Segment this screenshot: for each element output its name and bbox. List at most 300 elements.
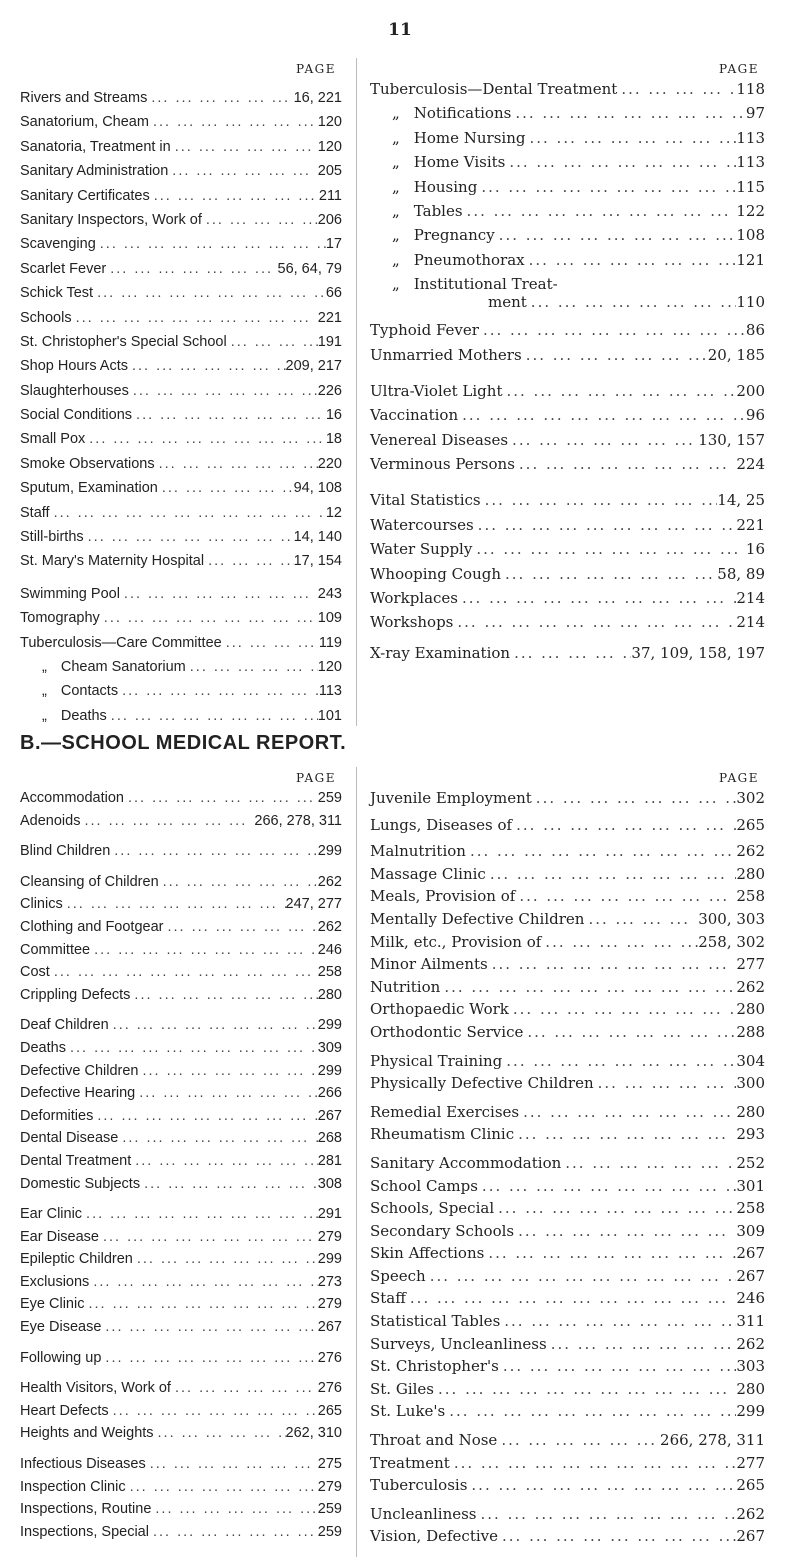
- leader-dots: [155, 455, 318, 473]
- leader-dots: [477, 1505, 737, 1523]
- entry-text: [370, 1000, 509, 1018]
- entry-page: 303: [736, 1357, 765, 1376]
- entry-text: [370, 1454, 450, 1472]
- entry-label: Uncleanliness: [370, 1504, 477, 1523]
- index-entry: [370, 540, 765, 564]
- index-entry: [370, 1052, 765, 1075]
- leader-dots: [138, 1062, 317, 1080]
- entry-page: 265: [736, 815, 765, 834]
- index-entry: [370, 565, 765, 589]
- entry-text: [20, 357, 128, 375]
- entry-text: [370, 226, 495, 244]
- index-entry: [20, 1295, 342, 1318]
- entry-text: [370, 455, 515, 473]
- entry-label: Slaughterhouses: [20, 382, 129, 399]
- entry-page: 258: [317, 964, 342, 981]
- index-entry: [20, 1478, 342, 1501]
- entry-text: [370, 910, 584, 928]
- leader-dots: [445, 1402, 736, 1420]
- entry-label: Dental Disease: [20, 1130, 119, 1147]
- entry-text: [20, 235, 96, 253]
- entry-text: [20, 382, 129, 400]
- entry-label: St. Christopher's: [370, 1357, 499, 1376]
- entry-text: [370, 275, 558, 293]
- entry-label: Deaf Children: [20, 1017, 109, 1034]
- entry-page: 299: [317, 843, 342, 860]
- entry-label: Social Conditions: [20, 407, 133, 424]
- entry-text: [370, 1199, 494, 1217]
- leader-dots: [467, 1476, 736, 1494]
- index-entry: [370, 226, 765, 250]
- entry-label: Tuberculosis—Dental Treatment: [370, 80, 618, 98]
- entry-text: [370, 865, 486, 883]
- entry-page: 121: [736, 250, 765, 269]
- entry-label: Heights and Weights: [20, 1425, 154, 1442]
- entry-label: Sanatoria, Treatment in: [20, 138, 171, 155]
- entry-page: 206: [317, 211, 342, 228]
- index-entry: [20, 707, 342, 731]
- entry-text: [370, 789, 532, 807]
- leader-dots: [541, 933, 698, 951]
- entry-text: [20, 1402, 109, 1420]
- entry-page: 266, 278, 311: [660, 1431, 765, 1450]
- entry-text: [20, 986, 130, 1004]
- entry-page: 280: [317, 986, 342, 1003]
- index-entry: [370, 644, 765, 668]
- page-column-header: PAGE: [296, 771, 336, 785]
- leader-dots: [132, 406, 326, 424]
- index-entry: [370, 455, 765, 479]
- entry-text: [370, 516, 474, 534]
- entry-page: 293: [736, 1125, 765, 1144]
- index-entry: [370, 816, 765, 839]
- entry-page: 309: [736, 1221, 765, 1240]
- entry-page: 280: [736, 864, 765, 883]
- entry-page: 267: [317, 1107, 342, 1124]
- index-section-b: [0, 767, 800, 1557]
- index-section-a: [0, 58, 800, 726]
- entry-page: 120: [317, 114, 342, 131]
- entry-page: 277: [736, 1453, 765, 1472]
- leader-dots: [80, 812, 254, 830]
- index-entry: [20, 1424, 342, 1447]
- entry-page: 246: [736, 1289, 765, 1308]
- entry-page: 246: [317, 941, 342, 958]
- index-entry: [20, 552, 342, 576]
- entry-text: [370, 978, 440, 996]
- entry-page: 279: [317, 1478, 342, 1495]
- entry-page: 214: [736, 613, 765, 632]
- leader-dots: [131, 1152, 318, 1170]
- leader-dots: [440, 978, 736, 996]
- leader-dots: [101, 1318, 317, 1336]
- entry-text: [20, 113, 149, 131]
- index-entry: [20, 382, 342, 406]
- index-entry: [370, 1527, 765, 1550]
- entry-text: [370, 251, 525, 269]
- entry-text: [20, 284, 93, 302]
- entry-page: 299: [317, 1017, 342, 1034]
- entry-page: 20, 185: [707, 345, 765, 364]
- leader-dots: [502, 1052, 736, 1070]
- index-entry: [370, 202, 765, 226]
- leader-dots: [505, 153, 736, 171]
- entry-label: Vital Statistics: [370, 491, 481, 510]
- entry-label: Physically Defective Children: [370, 1074, 594, 1093]
- entry-page: 113: [736, 153, 765, 172]
- leader-dots: [107, 707, 318, 725]
- index-entry: [20, 941, 342, 964]
- leader-dots: [508, 431, 698, 449]
- leader-dots: [501, 565, 717, 583]
- index-entry: [20, 1016, 342, 1039]
- entry-text: [370, 589, 458, 607]
- index-entry: [20, 1379, 342, 1402]
- index-entry: [370, 1454, 765, 1477]
- entry-text: [20, 1295, 84, 1313]
- entry-text: [370, 644, 510, 662]
- entry-label: Orthopaedic Work: [370, 1000, 509, 1019]
- index-entry: [20, 309, 342, 333]
- entry-label: Home Visits: [413, 153, 506, 172]
- entry-page: 280: [736, 1000, 765, 1019]
- entry-label: Secondary Schools: [370, 1221, 515, 1240]
- entry-label: Typhoid Fever: [370, 321, 479, 340]
- entry-text: [20, 1205, 82, 1223]
- entry-text: [370, 1312, 500, 1330]
- entry-text: [20, 1228, 99, 1246]
- entry-page: 262: [736, 1334, 765, 1353]
- ditto-mark: „: [392, 201, 400, 220]
- entry-label: Epileptic Children: [20, 1251, 133, 1268]
- entry-text: [370, 1267, 426, 1285]
- leader-dots: [434, 1380, 736, 1398]
- entry-text: [370, 1177, 478, 1195]
- index-entry: [370, 1074, 765, 1097]
- entry-text: [20, 1424, 154, 1442]
- leader-dots: [481, 491, 718, 509]
- entry-page: 266, 278, 311: [254, 812, 342, 829]
- entry-label: Malnutrition: [370, 842, 466, 861]
- entry-text: [20, 682, 118, 700]
- index-entry: [370, 978, 765, 1001]
- leader-dots: [617, 80, 736, 98]
- entry-label: Adenoids: [20, 812, 81, 829]
- ditto-mark: „: [42, 658, 47, 675]
- entry-page: 266: [317, 1085, 342, 1102]
- entry-text: [370, 1244, 484, 1262]
- entry-text: [20, 1250, 133, 1268]
- entry-label: Deformities: [20, 1107, 94, 1124]
- entry-text: [20, 1523, 149, 1541]
- entry-text: [370, 1074, 594, 1092]
- index-entry: [20, 1523, 342, 1546]
- entry-page: 200: [736, 381, 765, 400]
- entry-label: Shop Hours Acts: [20, 358, 128, 375]
- entry-text: [370, 887, 515, 905]
- leader-dots: [50, 963, 318, 981]
- entry-page: 259: [317, 1523, 342, 1540]
- leader-dots: [202, 211, 318, 229]
- leader-dots: [204, 552, 294, 570]
- leader-dots: [109, 1402, 318, 1420]
- entry-text: [20, 1062, 138, 1080]
- entry-page: 191: [317, 333, 342, 350]
- entry-text: [20, 162, 168, 180]
- entry-page: 12: [325, 504, 342, 521]
- leader-dots: [168, 162, 318, 180]
- entry-label: Remedial Exercises: [370, 1102, 520, 1121]
- entry-label-continued: ment: [488, 293, 527, 312]
- entry-label: Orthodontic Service: [370, 1022, 524, 1041]
- entry-page: 300, 303: [698, 909, 765, 928]
- entry-page: 37, 109, 158, 197: [631, 643, 765, 662]
- leader-dots: [458, 406, 746, 424]
- index-entry: [370, 1505, 765, 1528]
- leader-dots: [159, 873, 318, 891]
- leader-dots: [479, 321, 746, 339]
- entry-text: [370, 842, 466, 860]
- index-entry: [20, 658, 342, 682]
- entry-text: [370, 80, 617, 98]
- entry-page: 258, 302: [698, 932, 765, 951]
- entry-text: [20, 1379, 171, 1397]
- entry-text: [20, 187, 150, 205]
- leader-dots: [150, 187, 319, 205]
- entry-page: 308: [317, 1175, 342, 1192]
- leader-dots: [547, 1335, 737, 1353]
- index-entry: [20, 1107, 342, 1130]
- leader-dots: [458, 589, 736, 607]
- index-entry: [370, 1154, 765, 1177]
- entry-page: 16: [745, 540, 765, 559]
- leader-dots: [101, 1349, 317, 1367]
- leader-dots: [72, 309, 318, 327]
- leader-dots: [515, 455, 736, 473]
- leader-dots: [118, 682, 319, 700]
- entry-page: 110: [736, 293, 765, 312]
- entry-label: Defective Children: [20, 1062, 139, 1079]
- leader-dots: [527, 293, 737, 315]
- index-entry: [20, 162, 342, 186]
- index-entry: [370, 1431, 765, 1454]
- entry-label: Workshops: [370, 613, 454, 632]
- leader-dots: [426, 1267, 737, 1285]
- leader-dots: [512, 816, 736, 834]
- entry-text: [370, 129, 525, 147]
- leader-dots: [109, 1016, 318, 1034]
- index-entry: [370, 589, 765, 613]
- index-entry: [20, 812, 342, 835]
- index-entry: [20, 1175, 342, 1198]
- leader-dots: [463, 202, 737, 220]
- index-entry: [20, 357, 342, 381]
- index-entry: [370, 491, 765, 515]
- index-entry: [370, 382, 765, 406]
- entry-label: Accommodation: [20, 790, 124, 806]
- index-entry: [370, 251, 765, 275]
- index-entry: [20, 89, 342, 113]
- entry-label: Throat and Nose: [370, 1431, 498, 1450]
- entry-label: Speech: [370, 1266, 426, 1285]
- entry-page: 262: [736, 1504, 765, 1523]
- leader-dots: [99, 1228, 318, 1246]
- entry-page: 262: [317, 918, 342, 935]
- entry-page: 14, 25: [717, 491, 765, 510]
- index-entry: [20, 138, 342, 162]
- entry-page: 259: [317, 790, 342, 806]
- index-entry: [370, 955, 765, 978]
- entry-label: Inspections, Special: [20, 1523, 149, 1540]
- index-entry: [20, 430, 342, 454]
- entry-label: Crippling Defects: [20, 986, 131, 1003]
- entry-label: Infectious Diseases: [20, 1456, 146, 1473]
- entry-page: 211: [318, 187, 342, 204]
- leader-dots: [497, 1431, 660, 1449]
- entry-label: St. Luke's: [370, 1402, 446, 1421]
- leader-dots: [129, 382, 318, 400]
- index-entry: [20, 284, 342, 308]
- entry-page: 101: [317, 707, 342, 724]
- index-entry: [20, 789, 342, 812]
- index-entry: [370, 1357, 765, 1380]
- entry-page: 209, 217: [285, 358, 342, 375]
- entry-text: [20, 479, 158, 497]
- entry-page: 262: [736, 977, 765, 996]
- entry-page: 243: [317, 585, 342, 602]
- entry-page: 252: [736, 1153, 765, 1172]
- index-entry: [370, 321, 765, 345]
- leader-dots: [154, 1424, 286, 1442]
- entry-label: Clothing and Footgear: [20, 918, 164, 935]
- entry-label: Venereal Diseases: [370, 430, 509, 449]
- entry-text: [20, 455, 155, 473]
- leader-dots: [227, 333, 318, 351]
- entry-text: [370, 1505, 477, 1523]
- entry-page: 276: [317, 1380, 342, 1397]
- leader-dots: [171, 138, 318, 156]
- entry-text: [20, 895, 63, 913]
- leader-dots: [140, 1175, 318, 1193]
- entry-label: Clinics: [20, 896, 63, 913]
- leader-dots: [124, 789, 318, 807]
- leader-dots: [514, 1222, 736, 1240]
- entry-page: 258: [736, 887, 765, 906]
- entry-text: [20, 634, 222, 652]
- entry-label: Committee: [20, 941, 91, 958]
- entry-page: 300: [736, 1074, 765, 1093]
- entry-text: [20, 1107, 93, 1125]
- entry-label: Smoke Observations: [20, 455, 155, 472]
- leader-dots: [110, 842, 318, 860]
- entry-label: Schools, Special: [370, 1199, 495, 1218]
- leader-dots: [561, 1154, 736, 1172]
- entry-text: [20, 1152, 131, 1170]
- entry-label: St. Giles: [370, 1379, 434, 1398]
- leader-dots: [472, 540, 746, 558]
- entry-page: 268: [317, 1130, 342, 1147]
- entry-text: [370, 406, 458, 424]
- leader-dots: [186, 658, 318, 676]
- entry-page: 97: [745, 104, 765, 123]
- ditto-mark: „: [392, 153, 400, 172]
- index-entry: [370, 1023, 765, 1046]
- index-entry: [20, 1349, 342, 1372]
- index-entry: [370, 1476, 765, 1499]
- entry-label: Dental Treatment: [20, 1152, 132, 1169]
- index-entry: [20, 585, 342, 609]
- entry-text: [20, 504, 50, 522]
- entry-page: 130, 157: [698, 430, 765, 449]
- entry-text: [370, 1103, 519, 1121]
- ditto-mark: „: [392, 226, 400, 245]
- index-entry: [20, 986, 342, 1009]
- leader-dots: [89, 1273, 317, 1291]
- leader-dots: [486, 865, 737, 883]
- entry-text: [20, 1318, 101, 1336]
- entry-text: [370, 816, 512, 834]
- entry-label: Unmarried Mothers: [370, 345, 522, 364]
- index-entry-continuation: [370, 293, 765, 315]
- index-entry: [20, 1062, 342, 1085]
- entry-page: 118: [736, 80, 765, 98]
- entry-label: Eye Clinic: [20, 1296, 85, 1313]
- leader-dots: [171, 1379, 318, 1397]
- entry-page: 265: [736, 1476, 765, 1495]
- column-divider: [356, 58, 357, 726]
- ditto-mark: „: [392, 128, 400, 147]
- leader-dots: [511, 104, 746, 122]
- leader-dots: [82, 1205, 318, 1223]
- leader-dots: [100, 609, 318, 627]
- leader-dots: [66, 1039, 318, 1057]
- entry-label: Juvenile Employment: [370, 789, 532, 807]
- index-entry: [20, 1402, 342, 1425]
- entry-page: 17: [325, 236, 342, 253]
- entry-page: 299: [736, 1402, 765, 1421]
- leader-dots: [50, 504, 326, 522]
- leader-dots: [135, 1084, 318, 1102]
- index-entry: [20, 1228, 342, 1251]
- entry-label: Home Nursing: [413, 128, 526, 147]
- leader-dots: [523, 1023, 736, 1041]
- entry-page: 58, 89: [717, 564, 765, 583]
- index-entry: [370, 104, 765, 128]
- leader-dots: [96, 235, 326, 253]
- index-entry: [20, 634, 342, 658]
- index-entry: [370, 1402, 765, 1425]
- entry-text: [20, 585, 120, 603]
- entry-label: Nutrition: [370, 977, 441, 996]
- entry-page: 214: [736, 589, 765, 608]
- entry-page: 280: [736, 1102, 765, 1121]
- entry-text: [20, 552, 204, 570]
- leader-dots: [106, 260, 277, 278]
- entry-page: 273: [317, 1273, 342, 1290]
- index-entry: [20, 528, 342, 552]
- entry-text: [20, 812, 80, 830]
- index-entry: [20, 333, 342, 357]
- entry-label: Lungs, Diseases of: [370, 815, 513, 834]
- entry-label: Rivers and Streams: [20, 90, 148, 106]
- entry-page: 302: [736, 789, 765, 807]
- leader-dots: [453, 613, 736, 631]
- index-entry: [370, 516, 765, 540]
- entry-label: Housing: [413, 177, 478, 196]
- index-entry: [370, 789, 765, 812]
- entry-label: Small Pox: [20, 431, 86, 448]
- leader-dots: [147, 89, 293, 107]
